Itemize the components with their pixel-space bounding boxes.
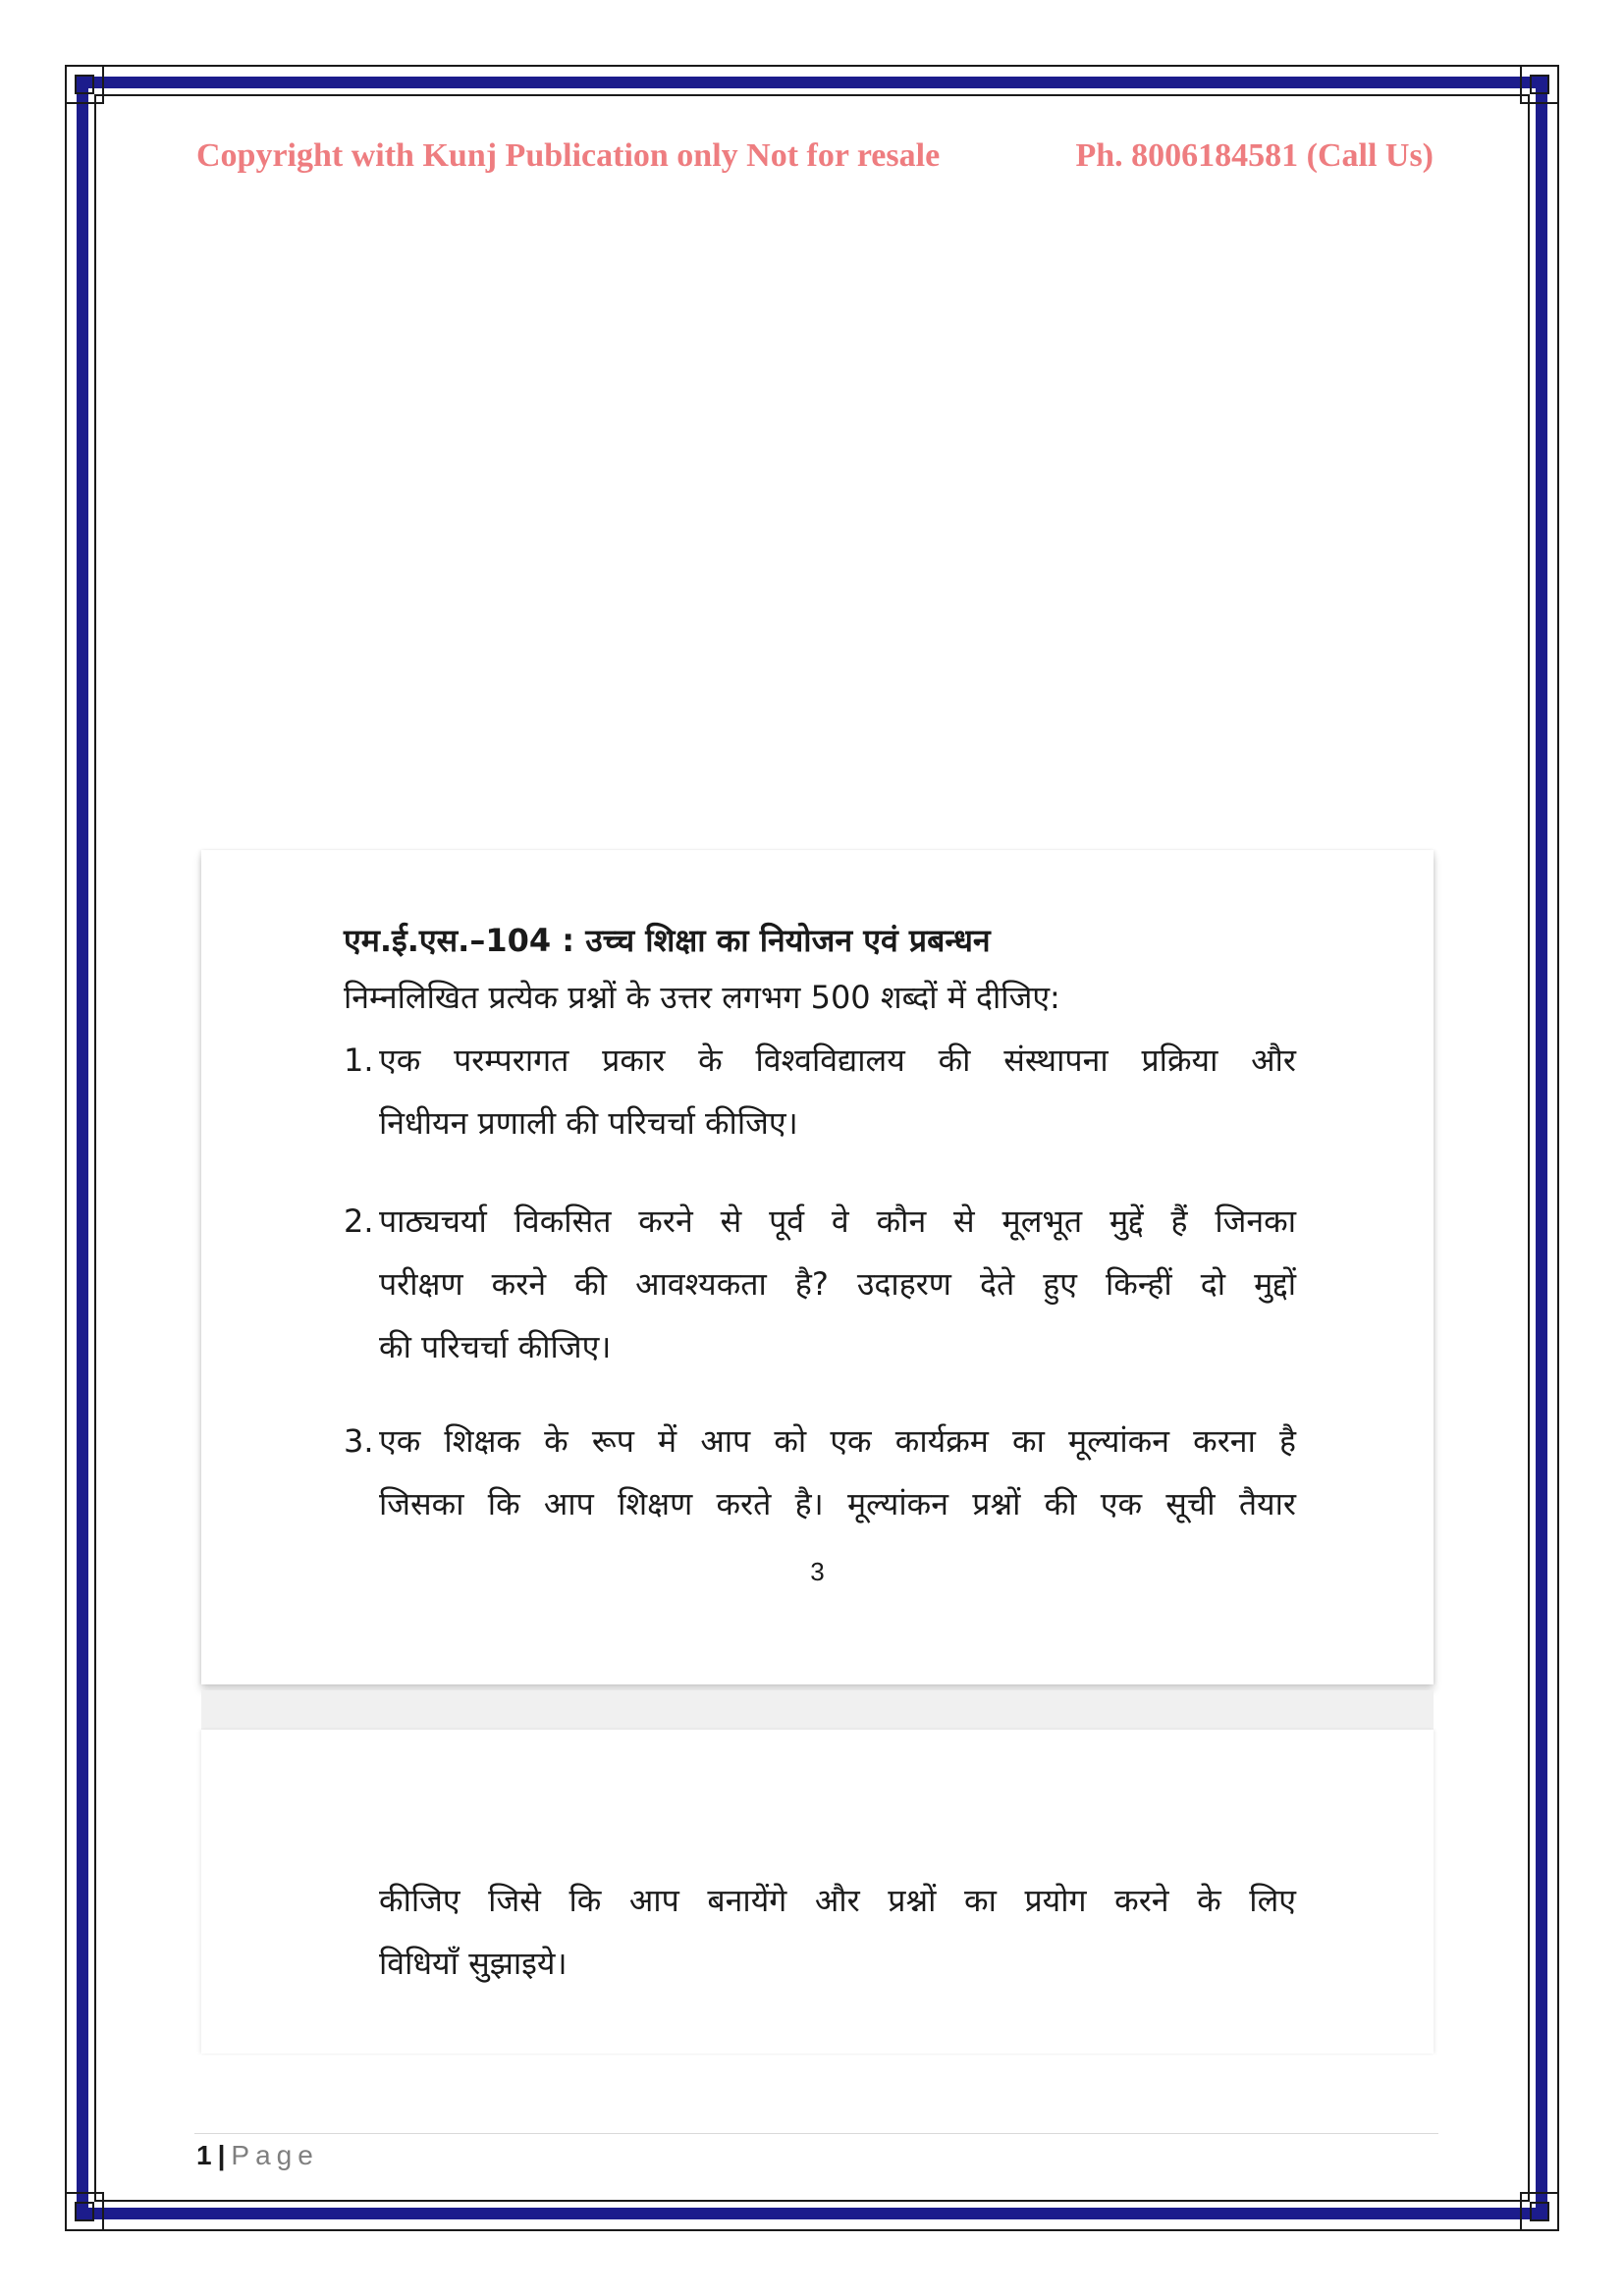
border-corner-ornament <box>65 2192 104 2231</box>
question-line: एक परम्परागत प्रकार के विश्वविद्यालय की संस्थापना प्रक्रिया और <box>379 1041 1296 1079</box>
question-line: कीजिए जिसे कि आप बनायेंगे और प्रश्नों का प्रयोग करने के लिए <box>379 1882 1296 1919</box>
paper-title: एम.ई.एस.–104 : उच्च शिक्षा का नियोजन एवं प्रबन्धन <box>344 922 991 959</box>
question-item <box>344 1190 1296 1378</box>
question-line: विधियाँ सुझाइये। <box>379 1945 568 1982</box>
question-line: एक शिक्षक के रूप में आप को एक कार्यक्रम का मूल्यांकन करना है <box>379 1422 1296 1460</box>
border-corner-ornament <box>1520 65 1559 104</box>
question-line: की परिचर्चा कीजिए। <box>379 1328 612 1365</box>
scanned-page-number: 3 <box>810 1557 825 1586</box>
copyright-notice: Copyright with Kunj Publication only Not for resale <box>196 137 941 174</box>
question-line: परीक्षण करने की आवश्यकता है? उदाहरण देते हुए किन्हीं दो मुद्दों <box>379 1265 1296 1303</box>
question-line: पाठ्यचर्या विकसित करने से पूर्व वे कौन से मूलभूत मुद्दें हैं जिनका <box>379 1202 1296 1240</box>
scanned-page <box>201 850 1434 1684</box>
footer-page-label: Page <box>231 2140 319 2170</box>
scanned-page <box>201 1730 1434 2054</box>
footer-separator: | <box>217 2140 226 2170</box>
question-line: जिसका कि आप शिक्षण करते है। मूल्यांकन प्रश्नों की एक सूची तैयार <box>379 1485 1296 1522</box>
border-corner-ornament <box>1520 2192 1559 2231</box>
footer-divider <box>194 2133 1438 2134</box>
border-corner-ornament <box>65 65 104 104</box>
question-number: 3. <box>344 1422 374 1460</box>
question-number: 1. <box>344 1041 374 1079</box>
instruction-text: निम्नलिखित प्रत्येक प्रश्नों के उत्तर लगभग 500 शब्दों में दीजिए: <box>344 979 1060 1016</box>
question-item <box>344 1410 1296 1535</box>
scanned-page-gap <box>201 1690 1434 1730</box>
footer-page-number: 1 <box>196 2140 212 2170</box>
question-number: 2. <box>344 1202 374 1240</box>
copyright-header <box>196 137 1434 175</box>
question-line: निधीयन प्रणाली की परिचर्चा कीजिए। <box>379 1104 798 1142</box>
page-footer <box>196 2140 319 2171</box>
contact-phone: Ph. 8006184581 (Call Us) <box>1075 137 1434 174</box>
question-continuation <box>379 1869 1296 1995</box>
question-item <box>344 1029 1296 1154</box>
